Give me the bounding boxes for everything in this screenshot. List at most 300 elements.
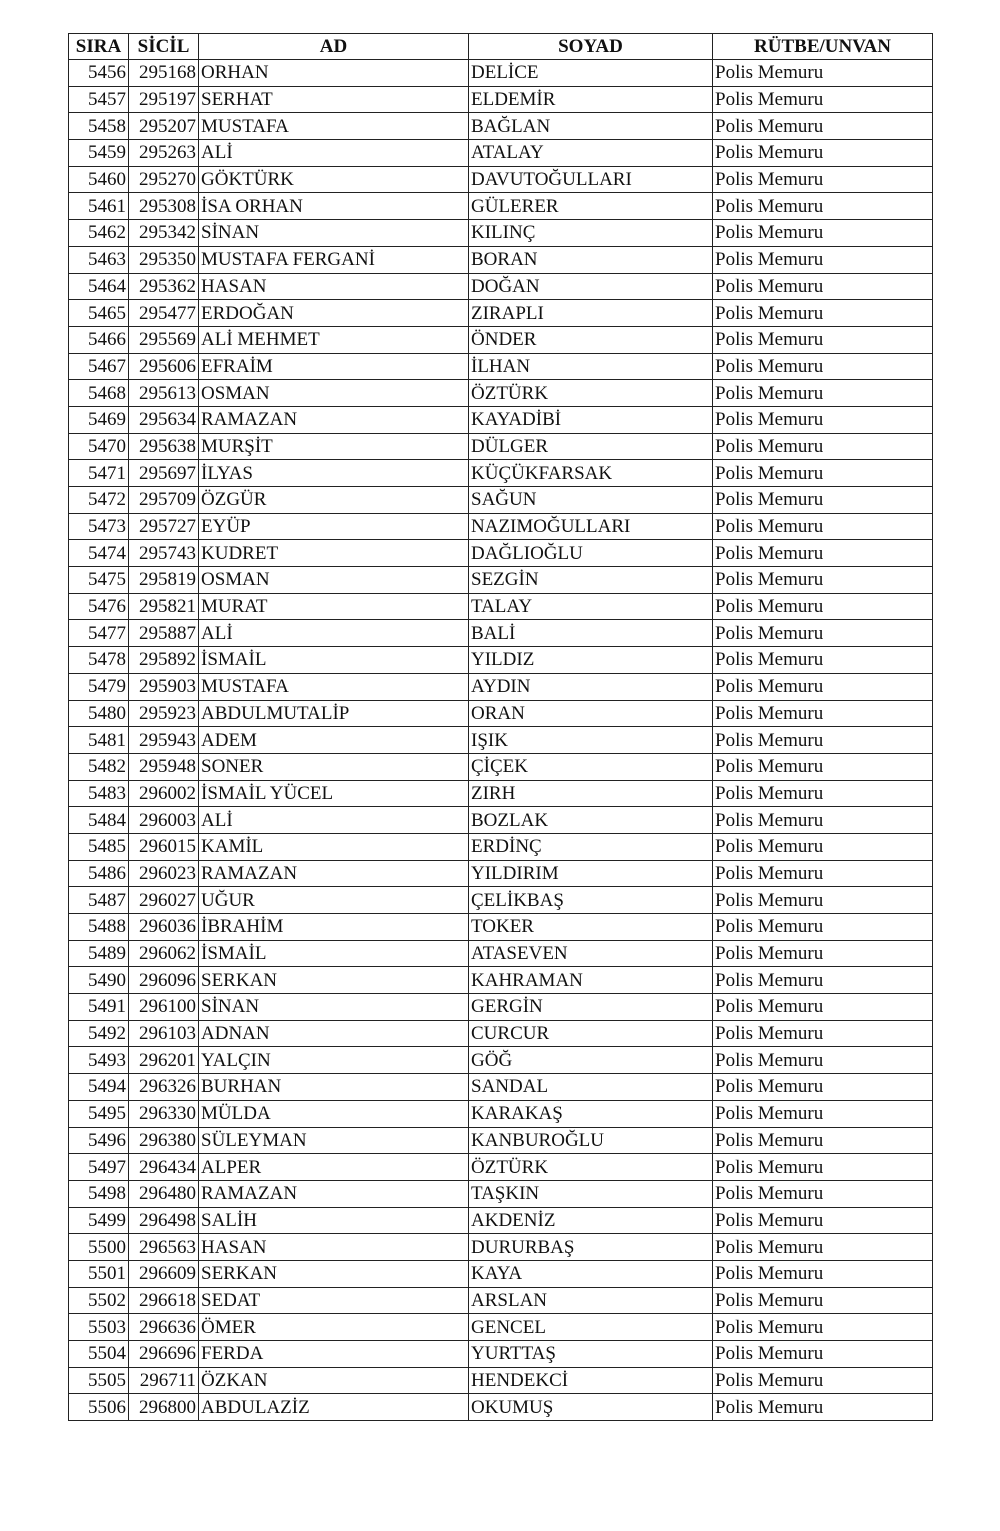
cell-rutbe: Polis Memuru xyxy=(713,673,933,700)
cell-sira: 5489 xyxy=(69,940,129,967)
cell-soyad: TAŞKIN xyxy=(469,1180,713,1207)
table-row xyxy=(69,1100,933,1127)
cell-sira: 5471 xyxy=(69,460,129,487)
cell-rutbe: Polis Memuru xyxy=(713,193,933,220)
cell-soyad: ÖZTÜRK xyxy=(469,1154,713,1181)
cell-ad: ADNAN xyxy=(199,1020,469,1047)
cell-rutbe: Polis Memuru xyxy=(713,1207,933,1234)
cell-soyad: ÖZTÜRK xyxy=(469,380,713,407)
table-row xyxy=(69,220,933,247)
table-row xyxy=(69,780,933,807)
cell-sicil: 296609 xyxy=(129,1260,199,1287)
cell-ad: SÜLEYMAN xyxy=(199,1127,469,1154)
cell-soyad: YILDIRIM xyxy=(469,860,713,887)
cell-ad: RAMAZAN xyxy=(199,1180,469,1207)
column-header-soyad: SOYAD xyxy=(469,34,713,60)
cell-sicil: 296100 xyxy=(129,994,199,1021)
cell-rutbe: Polis Memuru xyxy=(713,753,933,780)
table-row xyxy=(69,753,933,780)
cell-soyad: SAĞUN xyxy=(469,487,713,514)
cell-soyad: ERDİNÇ xyxy=(469,833,713,860)
cell-soyad: ZIRAPLI xyxy=(469,300,713,327)
cell-soyad: ARSLAN xyxy=(469,1287,713,1314)
cell-ad: ALİ xyxy=(199,807,469,834)
cell-sira: 5464 xyxy=(69,273,129,300)
cell-rutbe: Polis Memuru xyxy=(713,914,933,941)
cell-ad: SERKAN xyxy=(199,967,469,994)
cell-ad: HASAN xyxy=(199,1234,469,1261)
cell-sicil: 295638 xyxy=(129,433,199,460)
cell-ad: ERDOĞAN xyxy=(199,300,469,327)
cell-sira: 5485 xyxy=(69,833,129,860)
cell-soyad: SEZGİN xyxy=(469,567,713,594)
table-row xyxy=(69,353,933,380)
cell-sicil: 295697 xyxy=(129,460,199,487)
cell-soyad: TALAY xyxy=(469,593,713,620)
cell-ad: SEDAT xyxy=(199,1287,469,1314)
cell-soyad: HENDEKCİ xyxy=(469,1367,713,1394)
cell-sicil: 296062 xyxy=(129,940,199,967)
cell-rutbe: Polis Memuru xyxy=(713,300,933,327)
table-row xyxy=(69,673,933,700)
cell-rutbe: Polis Memuru xyxy=(713,140,933,167)
table-row xyxy=(69,113,933,140)
cell-ad: ALPER xyxy=(199,1154,469,1181)
table-row xyxy=(69,620,933,647)
cell-sicil: 296201 xyxy=(129,1047,199,1074)
table-row xyxy=(69,860,933,887)
cell-sicil: 296434 xyxy=(129,1154,199,1181)
cell-soyad: ÖNDER xyxy=(469,326,713,353)
cell-sira: 5503 xyxy=(69,1314,129,1341)
cell-rutbe: Polis Memuru xyxy=(713,460,933,487)
cell-sicil: 296800 xyxy=(129,1394,199,1421)
cell-sicil: 296618 xyxy=(129,1287,199,1314)
table-row xyxy=(69,326,933,353)
cell-sira: 5468 xyxy=(69,380,129,407)
table-row xyxy=(69,1287,933,1314)
cell-rutbe: Polis Memuru xyxy=(713,567,933,594)
cell-soyad: SANDAL xyxy=(469,1074,713,1101)
cell-rutbe: Polis Memuru xyxy=(713,406,933,433)
cell-rutbe: Polis Memuru xyxy=(713,1100,933,1127)
cell-ad: OSMAN xyxy=(199,567,469,594)
cell-sira: 5504 xyxy=(69,1341,129,1368)
table-row xyxy=(69,994,933,1021)
cell-ad: ABDULAZİZ xyxy=(199,1394,469,1421)
cell-rutbe: Polis Memuru xyxy=(713,860,933,887)
cell-sira: 5506 xyxy=(69,1394,129,1421)
cell-ad: GÖKTÜRK xyxy=(199,166,469,193)
column-header-ad: AD xyxy=(199,34,469,60)
cell-sira: 5477 xyxy=(69,620,129,647)
cell-sira: 5467 xyxy=(69,353,129,380)
cell-soyad: ÇELİKBAŞ xyxy=(469,887,713,914)
cell-ad: ÖZGÜR xyxy=(199,487,469,514)
cell-sicil: 296036 xyxy=(129,914,199,941)
cell-sira: 5483 xyxy=(69,780,129,807)
cell-sira: 5500 xyxy=(69,1234,129,1261)
cell-rutbe: Polis Memuru xyxy=(713,166,933,193)
table-row xyxy=(69,647,933,674)
cell-ad: MÜLDA xyxy=(199,1100,469,1127)
cell-ad: İSMAİL xyxy=(199,940,469,967)
cell-soyad: DURURBAŞ xyxy=(469,1234,713,1261)
cell-soyad: KILINÇ xyxy=(469,220,713,247)
cell-sira: 5465 xyxy=(69,300,129,327)
cell-sicil: 296330 xyxy=(129,1100,199,1127)
cell-soyad: DAVUTOĞULLARI xyxy=(469,166,713,193)
header-row xyxy=(69,34,933,60)
cell-rutbe: Polis Memuru xyxy=(713,833,933,860)
cell-rutbe: Polis Memuru xyxy=(713,1287,933,1314)
cell-sira: 5495 xyxy=(69,1100,129,1127)
cell-sira: 5482 xyxy=(69,753,129,780)
cell-sicil: 295634 xyxy=(129,406,199,433)
cell-soyad: ZIRH xyxy=(469,780,713,807)
cell-soyad: GENCEL xyxy=(469,1314,713,1341)
table-row xyxy=(69,807,933,834)
cell-sira: 5472 xyxy=(69,487,129,514)
cell-sicil: 296002 xyxy=(129,780,199,807)
cell-ad: İSMAİL YÜCEL xyxy=(199,780,469,807)
cell-sira: 5502 xyxy=(69,1287,129,1314)
cell-sira: 5499 xyxy=(69,1207,129,1234)
cell-sicil: 295168 xyxy=(129,60,199,87)
cell-sira: 5466 xyxy=(69,326,129,353)
cell-ad: FERDA xyxy=(199,1341,469,1368)
cell-sira: 5490 xyxy=(69,967,129,994)
cell-ad: BURHAN xyxy=(199,1074,469,1101)
cell-sira: 5480 xyxy=(69,700,129,727)
cell-sicil: 295362 xyxy=(129,273,199,300)
cell-sira: 5492 xyxy=(69,1020,129,1047)
cell-sira: 5458 xyxy=(69,113,129,140)
cell-sicil: 295727 xyxy=(129,513,199,540)
table-row xyxy=(69,1127,933,1154)
cell-soyad: YILDIZ xyxy=(469,647,713,674)
cell-ad: İSMAİL xyxy=(199,647,469,674)
cell-soyad: GÜLERER xyxy=(469,193,713,220)
cell-soyad: KANBUROĞLU xyxy=(469,1127,713,1154)
table-row xyxy=(69,1234,933,1261)
cell-ad: ALİ xyxy=(199,140,469,167)
cell-rutbe: Polis Memuru xyxy=(713,1127,933,1154)
cell-ad: SALİH xyxy=(199,1207,469,1234)
cell-ad: ADEM xyxy=(199,727,469,754)
cell-sicil: 296103 xyxy=(129,1020,199,1047)
table-row xyxy=(69,1341,933,1368)
cell-soyad: KARAKAŞ xyxy=(469,1100,713,1127)
table-row xyxy=(69,700,933,727)
cell-sicil: 295606 xyxy=(129,353,199,380)
cell-ad: RAMAZAN xyxy=(199,860,469,887)
cell-rutbe: Polis Memuru xyxy=(713,433,933,460)
cell-soyad: AKDENİZ xyxy=(469,1207,713,1234)
cell-rutbe: Polis Memuru xyxy=(713,780,933,807)
table-row xyxy=(69,300,933,327)
cell-sicil: 295743 xyxy=(129,540,199,567)
cell-rutbe: Polis Memuru xyxy=(713,887,933,914)
cell-rutbe: Polis Memuru xyxy=(713,1180,933,1207)
cell-sicil: 295270 xyxy=(129,166,199,193)
cell-ad: ORHAN xyxy=(199,60,469,87)
cell-rutbe: Polis Memuru xyxy=(713,220,933,247)
cell-rutbe: Polis Memuru xyxy=(713,60,933,87)
cell-rutbe: Polis Memuru xyxy=(713,1020,933,1047)
cell-ad: MUSTAFA xyxy=(199,673,469,700)
cell-sira: 5497 xyxy=(69,1154,129,1181)
cell-rutbe: Polis Memuru xyxy=(713,1074,933,1101)
cell-rutbe: Polis Memuru xyxy=(713,967,933,994)
cell-sicil: 295903 xyxy=(129,673,199,700)
cell-soyad: KAYADİBİ xyxy=(469,406,713,433)
cell-rutbe: Polis Memuru xyxy=(713,647,933,674)
cell-soyad: DELİCE xyxy=(469,60,713,87)
column-header-sicil: SİCİL xyxy=(129,34,199,60)
cell-sicil: 295709 xyxy=(129,487,199,514)
table-row xyxy=(69,1020,933,1047)
cell-ad: İLYAS xyxy=(199,460,469,487)
cell-rutbe: Polis Memuru xyxy=(713,326,933,353)
cell-soyad: GERGİN xyxy=(469,994,713,1021)
cell-rutbe: Polis Memuru xyxy=(713,994,933,1021)
cell-soyad: BALİ xyxy=(469,620,713,647)
table-row xyxy=(69,1394,933,1421)
cell-sicil: 296696 xyxy=(129,1341,199,1368)
cell-sira: 5470 xyxy=(69,433,129,460)
cell-sira: 5491 xyxy=(69,994,129,1021)
cell-sicil: 295892 xyxy=(129,647,199,674)
cell-rutbe: Polis Memuru xyxy=(713,727,933,754)
cell-sira: 5488 xyxy=(69,914,129,941)
table-row xyxy=(69,1047,933,1074)
cell-sira: 5473 xyxy=(69,513,129,540)
cell-ad: SİNAN xyxy=(199,994,469,1021)
cell-ad: SONER xyxy=(199,753,469,780)
cell-sira: 5481 xyxy=(69,727,129,754)
cell-rutbe: Polis Memuru xyxy=(713,113,933,140)
table-row xyxy=(69,166,933,193)
cell-ad: ABDULMUTALİP xyxy=(199,700,469,727)
table-row xyxy=(69,727,933,754)
table-row xyxy=(69,246,933,273)
table-row xyxy=(69,1260,933,1287)
cell-rutbe: Polis Memuru xyxy=(713,620,933,647)
cell-rutbe: Polis Memuru xyxy=(713,807,933,834)
cell-sicil: 295821 xyxy=(129,593,199,620)
column-header-rutbe: RÜTBE/UNVAN xyxy=(713,34,933,60)
cell-soyad: IŞIK xyxy=(469,727,713,754)
cell-soyad: ÇİÇEK xyxy=(469,753,713,780)
cell-ad: SERKAN xyxy=(199,1260,469,1287)
cell-ad: EFRAİM xyxy=(199,353,469,380)
table-row xyxy=(69,1314,933,1341)
cell-sicil: 296498 xyxy=(129,1207,199,1234)
cell-sira: 5493 xyxy=(69,1047,129,1074)
cell-sicil: 295308 xyxy=(129,193,199,220)
table-row xyxy=(69,940,933,967)
cell-ad: İBRAHİM xyxy=(199,914,469,941)
cell-soyad: CURCUR xyxy=(469,1020,713,1047)
table-row xyxy=(69,513,933,540)
table-row xyxy=(69,1154,933,1181)
cell-sicil: 295197 xyxy=(129,86,199,113)
cell-soyad: KAHRAMAN xyxy=(469,967,713,994)
cell-rutbe: Polis Memuru xyxy=(713,1047,933,1074)
column-header-sira: SIRA xyxy=(69,34,129,60)
cell-soyad: DOĞAN xyxy=(469,273,713,300)
cell-sira: 5474 xyxy=(69,540,129,567)
table-row xyxy=(69,86,933,113)
cell-rutbe: Polis Memuru xyxy=(713,353,933,380)
cell-soyad: AYDIN xyxy=(469,673,713,700)
cell-soyad: TOKER xyxy=(469,914,713,941)
cell-rutbe: Polis Memuru xyxy=(713,700,933,727)
cell-sicil: 296480 xyxy=(129,1180,199,1207)
table-row xyxy=(69,1207,933,1234)
cell-rutbe: Polis Memuru xyxy=(713,1341,933,1368)
cell-ad: MUSTAFA FERGANİ xyxy=(199,246,469,273)
cell-sicil: 295943 xyxy=(129,727,199,754)
cell-rutbe: Polis Memuru xyxy=(713,380,933,407)
cell-ad: MURAT xyxy=(199,593,469,620)
cell-sira: 5501 xyxy=(69,1260,129,1287)
table-row xyxy=(69,567,933,594)
cell-sira: 5456 xyxy=(69,60,129,87)
cell-sicil: 296023 xyxy=(129,860,199,887)
cell-sira: 5461 xyxy=(69,193,129,220)
table-row xyxy=(69,487,933,514)
cell-rutbe: Polis Memuru xyxy=(713,1154,933,1181)
cell-ad: OSMAN xyxy=(199,380,469,407)
cell-ad: MUSTAFA xyxy=(199,113,469,140)
cell-rutbe: Polis Memuru xyxy=(713,940,933,967)
cell-sira: 5494 xyxy=(69,1074,129,1101)
table-row xyxy=(69,540,933,567)
cell-ad: UĞUR xyxy=(199,887,469,914)
cell-ad: ÖMER xyxy=(199,1314,469,1341)
table-row xyxy=(69,140,933,167)
cell-ad: EYÜP xyxy=(199,513,469,540)
cell-sira: 5462 xyxy=(69,220,129,247)
cell-ad: ÖZKAN xyxy=(199,1367,469,1394)
cell-sira: 5457 xyxy=(69,86,129,113)
cell-sira: 5460 xyxy=(69,166,129,193)
cell-sicil: 295887 xyxy=(129,620,199,647)
cell-rutbe: Polis Memuru xyxy=(713,1260,933,1287)
table-row xyxy=(69,887,933,914)
cell-sicil: 296027 xyxy=(129,887,199,914)
cell-sira: 5478 xyxy=(69,647,129,674)
cell-soyad: DÜLGER xyxy=(469,433,713,460)
table-row xyxy=(69,1180,933,1207)
cell-sira: 5487 xyxy=(69,887,129,914)
cell-rutbe: Polis Memuru xyxy=(713,273,933,300)
cell-rutbe: Polis Memuru xyxy=(713,1314,933,1341)
cell-sicil: 295569 xyxy=(129,326,199,353)
cell-ad: ALİ MEHMET xyxy=(199,326,469,353)
cell-sicil: 295613 xyxy=(129,380,199,407)
cell-sira: 5498 xyxy=(69,1180,129,1207)
cell-sira: 5505 xyxy=(69,1367,129,1394)
table-row xyxy=(69,433,933,460)
cell-sira: 5484 xyxy=(69,807,129,834)
cell-sicil: 295342 xyxy=(129,220,199,247)
cell-ad: HASAN xyxy=(199,273,469,300)
cell-rutbe: Polis Memuru xyxy=(713,487,933,514)
cell-sicil: 296563 xyxy=(129,1234,199,1261)
cell-soyad: ATALAY xyxy=(469,140,713,167)
table-row xyxy=(69,833,933,860)
cell-sira: 5479 xyxy=(69,673,129,700)
cell-sira: 5469 xyxy=(69,406,129,433)
cell-sicil: 295923 xyxy=(129,700,199,727)
cell-rutbe: Polis Memuru xyxy=(713,246,933,273)
cell-sicil: 296003 xyxy=(129,807,199,834)
cell-sicil: 295263 xyxy=(129,140,199,167)
cell-sicil: 296380 xyxy=(129,1127,199,1154)
cell-sira: 5496 xyxy=(69,1127,129,1154)
table-row xyxy=(69,967,933,994)
cell-soyad: GÖĞ xyxy=(469,1047,713,1074)
table-row xyxy=(69,406,933,433)
table-row xyxy=(69,460,933,487)
cell-soyad: ATASEVEN xyxy=(469,940,713,967)
cell-soyad: NAZIMOĞULLARI xyxy=(469,513,713,540)
cell-soyad: BAĞLAN xyxy=(469,113,713,140)
table-row xyxy=(69,593,933,620)
table-row xyxy=(69,273,933,300)
cell-rutbe: Polis Memuru xyxy=(713,86,933,113)
cell-ad: MURŞİT xyxy=(199,433,469,460)
cell-sira: 5475 xyxy=(69,567,129,594)
cell-ad: KAMİL xyxy=(199,833,469,860)
cell-sicil: 295819 xyxy=(129,567,199,594)
cell-rutbe: Polis Memuru xyxy=(713,593,933,620)
cell-rutbe: Polis Memuru xyxy=(713,1394,933,1421)
cell-soyad: İLHAN xyxy=(469,353,713,380)
personnel-table xyxy=(68,33,933,1421)
cell-sicil: 295350 xyxy=(129,246,199,273)
cell-ad: İSA ORHAN xyxy=(199,193,469,220)
cell-sira: 5459 xyxy=(69,140,129,167)
cell-ad: ALİ xyxy=(199,620,469,647)
cell-ad: SİNAN xyxy=(199,220,469,247)
cell-soyad: YURTTAŞ xyxy=(469,1341,713,1368)
cell-ad: RAMAZAN xyxy=(199,406,469,433)
table-row xyxy=(69,60,933,87)
cell-sira: 5476 xyxy=(69,593,129,620)
table-row xyxy=(69,914,933,941)
cell-sicil: 296711 xyxy=(129,1367,199,1394)
cell-soyad: KAYA xyxy=(469,1260,713,1287)
cell-ad: KUDRET xyxy=(199,540,469,567)
cell-ad: YALÇIN xyxy=(199,1047,469,1074)
table-row xyxy=(69,193,933,220)
cell-sicil: 296015 xyxy=(129,833,199,860)
cell-soyad: ORAN xyxy=(469,700,713,727)
cell-sicil: 296636 xyxy=(129,1314,199,1341)
cell-sicil: 295207 xyxy=(129,113,199,140)
cell-soyad: OKUMUŞ xyxy=(469,1394,713,1421)
cell-sicil: 296326 xyxy=(129,1074,199,1101)
cell-soyad: ELDEMİR xyxy=(469,86,713,113)
cell-ad: SERHAT xyxy=(199,86,469,113)
cell-sicil: 296096 xyxy=(129,967,199,994)
table-row xyxy=(69,380,933,407)
cell-sira: 5486 xyxy=(69,860,129,887)
